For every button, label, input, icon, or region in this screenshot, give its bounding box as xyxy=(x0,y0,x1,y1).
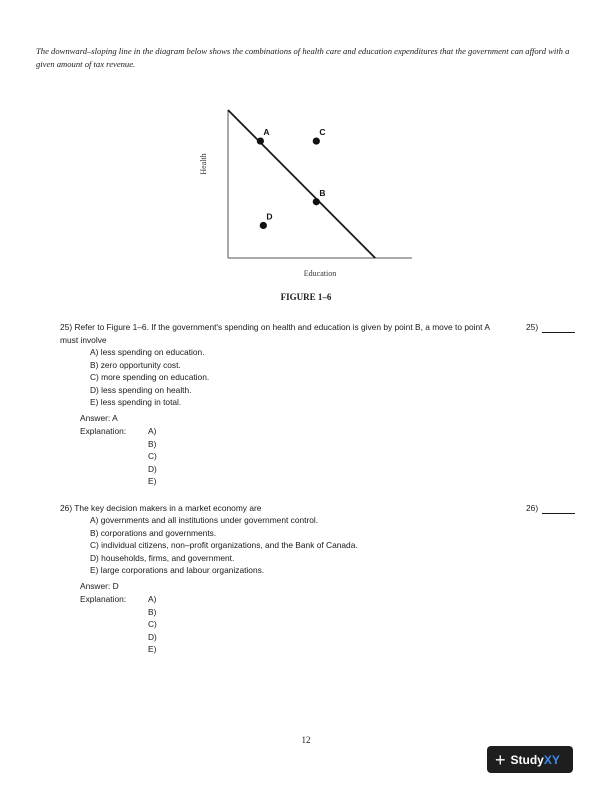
point-label-c: C xyxy=(319,127,326,138)
point-d xyxy=(260,222,267,229)
explanation-letter: C) xyxy=(148,619,157,630)
explanation-letter: E) xyxy=(148,644,157,655)
intro-text: The downward–sloping line in the diagram below shows the combinations of health care and education expenditures that the government can afford with a given amount of tax revenue. xyxy=(36,46,570,69)
explanation-letters xyxy=(148,593,157,656)
answer-number: 26) xyxy=(526,503,539,513)
option-d: D) households, firms, and government. xyxy=(90,552,235,563)
explanation-label: Explanation: xyxy=(80,594,127,604)
brand-accent: XY xyxy=(543,752,560,767)
explanation-letter: A) xyxy=(148,594,157,604)
x-axis-label: Education xyxy=(303,269,337,278)
plus-icon: + xyxy=(495,749,506,770)
explanation-label: Explanation: xyxy=(80,426,127,436)
figure-diagram xyxy=(190,100,420,285)
explanation-letter: E) xyxy=(148,476,157,487)
option-e: E) less spending in total. xyxy=(90,397,182,408)
option-b: B) corporations and governments. xyxy=(90,527,217,538)
point-a xyxy=(257,137,264,144)
question-text: The key decision makers in a market economy are xyxy=(74,503,262,513)
explanation-letter: D) xyxy=(148,463,157,474)
point-b xyxy=(313,198,320,205)
option-c: C) individual citizens, non–profit organizations, and the Bank of Canada. xyxy=(90,540,358,551)
explanation-letter: A) xyxy=(148,426,157,436)
explanation-letters xyxy=(148,425,157,488)
option-a: A) governments and all institutions under government control. xyxy=(90,515,319,525)
option-b: B) zero opportunity cost. xyxy=(90,359,181,370)
answer-line: Answer: D xyxy=(80,581,119,591)
option-c: C) more spending on education. xyxy=(90,372,210,383)
y-axis-label: Health xyxy=(199,153,208,175)
point-label-b: B xyxy=(319,187,326,198)
option-a: A) less spending on education. xyxy=(90,347,205,357)
answer-line: Answer: A xyxy=(80,413,118,423)
explanation-letter: C) xyxy=(148,451,157,462)
point-label-d: D xyxy=(266,211,273,222)
answer-number: 25) xyxy=(526,322,539,332)
options-list xyxy=(90,346,209,409)
explanation-letter: B) xyxy=(148,606,157,617)
studyxy-badge[interactable] xyxy=(487,746,573,773)
explanation-letter: D) xyxy=(148,631,157,642)
point-label-a: A xyxy=(263,127,270,138)
page-number: 12 xyxy=(301,735,311,745)
option-d: D) less spending on health. xyxy=(90,384,192,395)
figure-caption: FIGURE 1–6 xyxy=(280,292,332,302)
question-stem xyxy=(60,502,500,515)
answer-blank xyxy=(542,332,575,333)
option-e: E) large corporations and labour organizations. xyxy=(90,565,265,576)
point-c xyxy=(313,137,320,144)
budget-line xyxy=(228,110,375,258)
answer-blank xyxy=(542,513,575,514)
options-list xyxy=(90,514,358,577)
question-number: 25) xyxy=(60,322,73,332)
question-number: 26) xyxy=(60,503,73,513)
brand-main: Study xyxy=(510,752,544,767)
explanation-letter: B) xyxy=(148,438,157,449)
question-stem xyxy=(60,321,500,346)
question-text: Refer to Figure 1–6. If the government's spending on health and education is given by point B, a move to point A must involve xyxy=(60,322,490,345)
